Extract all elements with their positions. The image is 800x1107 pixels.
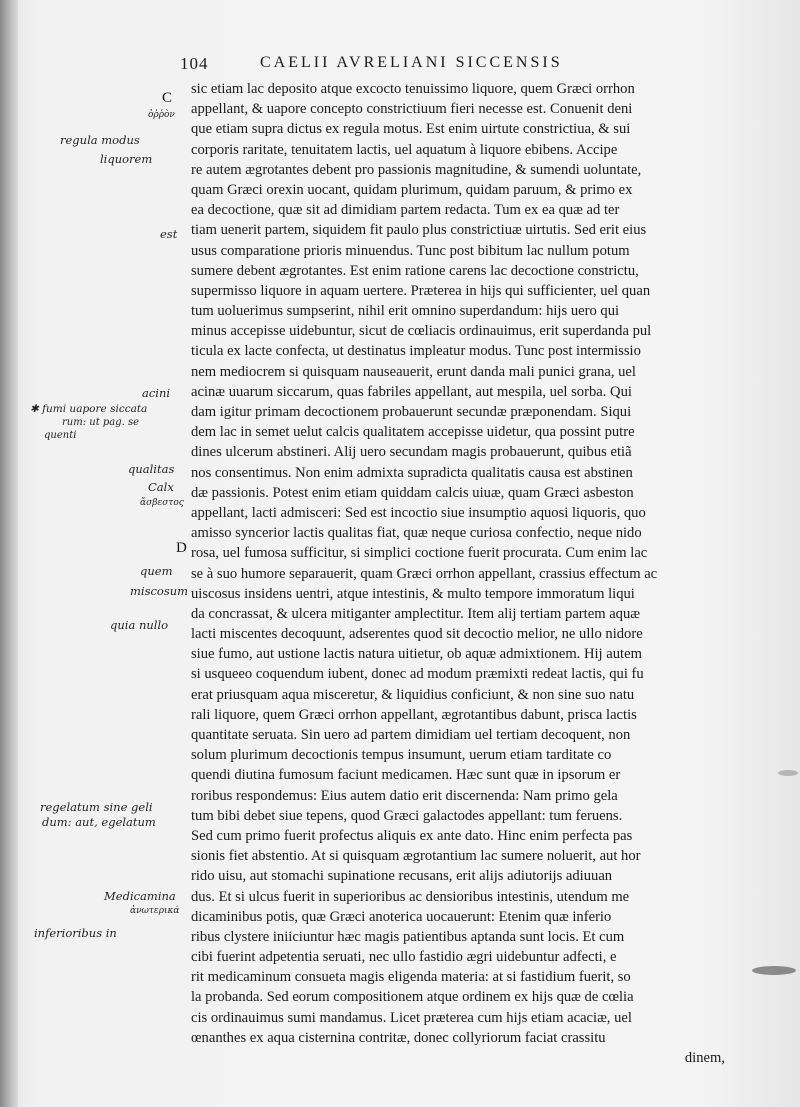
margin-note-qualitas: qualitas (128, 462, 175, 476)
text-line: corporis raritate, tenuitatem lactis, uel aquatum à liquore ebibens. Accipe (191, 141, 618, 158)
margin-note-calx: Calx (148, 480, 174, 494)
text-line: quantitate seruata. Sin uero ad partem dimidiam uel tertiam decoquent, non (191, 727, 631, 743)
text-line: rosa, uel fumosa sufficitur, si simplici coctione fuerit procurata. Cum enim lac (191, 545, 648, 562)
text-line: erat priusquam aqua misceretur, & liquidius conficiunt, & non sine suo natu (191, 686, 635, 703)
margin-note-quia-nullo: quia nullo (110, 618, 169, 632)
margin-greek-anoterica: ἀνωτερικά (130, 906, 180, 916)
text-line: dæ passionis. Potest enim etiam quiddam calcis uiuæ, quam Græci asbeston (191, 484, 634, 501)
text-line: se à suo humore separauerit, quam Græci orrhon appellant, crassius effectum ac (191, 565, 658, 582)
margin-note-liquorem: liquorem (100, 152, 153, 166)
text-line: quam Græci orexin uocant, quidam plurimum, quidam paruum, & primo ex (191, 181, 633, 198)
text-line: cibi fuerint adpetentia seruati, nec ullo fastidio ægri uidebuntur adfecti, e (191, 949, 617, 966)
text-line: cis ordinauimus sumi mandamus. Licet præterea cum hijs etiam acaciæ, uel (191, 1009, 632, 1026)
text-line: siue fumo, aut ustione lactis natura uitietur, ob aquæ admixtionem. Hij autem (191, 646, 642, 663)
margin-greek-asbestos: ἄσβεστος (140, 498, 184, 508)
text-line: roribus respondemus: Eius autem datio erit discernenda: Nam primo gela (191, 787, 618, 804)
text-line: usus comparatione prioris minuendus. Tunc post bibitum lac nullum potum (191, 242, 630, 259)
text-line: tum bibi debet siue tepens, quod Græci galactodes appellant: tum feruens. (191, 807, 623, 824)
margin-note-rum-ut-pag: rum: ut pag. se (62, 417, 140, 428)
text-line: sumere debent ægrotantes. Est enim ratione carens lac decoctione constrictu, (191, 262, 639, 279)
margin-note-dum-aut: dum: aut, egelatum (42, 815, 156, 829)
text-line: dines ulcerum abstineri. Alij uero secundam magis probauerunt, quibus etiã (191, 444, 632, 461)
margin-note-est: est (160, 227, 178, 241)
margin-note-regelatum: regelatum sine geli (40, 800, 153, 814)
text-line: si usqueeo coquendum iubent, donec ad modum præmixti redeat lactis, qui fu (191, 666, 644, 683)
margin-note-quem: quem (140, 564, 173, 578)
margin-greek-orrhon: ὀῤῥὸν (148, 110, 175, 120)
margin-note-acini: acini (142, 386, 171, 400)
main-text-block (191, 79, 751, 1068)
margin-note-regula-modus: regula modus (60, 133, 140, 147)
text-line: Sed cum primo fuerit profectus aliquis ex ante dato. Hinc enim perfecta pas (191, 827, 633, 844)
text-line: lacti miscentes decoquunt, adserentes quod sit decoctio melior, ne ullo nidore (191, 626, 643, 643)
text-line: quendi diutina fumosum faciunt medicamen. Hæc sunt quæ in ipsorum er (191, 767, 621, 784)
ink-smudge (778, 770, 798, 776)
text-line: appellant, & uapore concepto constrictiuum fieri necesse est. Conuenit deni (191, 101, 633, 118)
text-line: dus. Et si ulcus fuerit in superioribus ac densioribus intestinis, utendum me (191, 888, 630, 905)
text-line: ea decoctione, quæ sit ad dimidiam partem redacta. Tum ex ea quæ ad ter (191, 202, 620, 219)
page-header (180, 54, 680, 80)
text-line: rali liquore, quem Græci orrhon appellant, ægrotantibus dabunt, prisca lactis (191, 706, 637, 723)
text-line: solum plurimum decoctionis tempus insumunt, uerum etiam tarditate co (191, 747, 612, 764)
text-line: nem mediocrem si quisquam nauseauerit, erunt danda mali punici grana, uel (191, 363, 636, 380)
text-line: dicaminibus potis, quæ Græci anoterica uocauerunt: Etenim quæ inferio (191, 908, 612, 925)
text-line: ribus clystere iniiciuntur hæc magis patientibus aptanda sunt locis. Et cum (191, 928, 625, 945)
text-line: appellant, lacti admisceri: Sed est incoctio siue insumptio aquosi liquoris, quo (191, 504, 646, 521)
text-line: amisso syncerior lactis qualitas fiat, quæ neque curiosa confectio, neque nido (191, 525, 642, 542)
text-line: la probanda. Sed eorum compositionem atque ordinem ex hijs quæ de cœlia (191, 989, 634, 1006)
text-line: uiscosus insidens uentri, atque intestinis, & multo tempore immoratum liqui (191, 585, 635, 602)
text-line: dinem, (684, 1050, 725, 1066)
text-line: acinæ uuarum siccarum, quas fabriles appellant, aut mespila, uel sorba. Qui (191, 383, 632, 400)
margin-letter-d: D (176, 540, 187, 556)
margin-letter-c: C (162, 90, 173, 106)
text-line: œnanthes ex aqua cisternina contritæ, donec collyriorum faciat crassitu (191, 1029, 606, 1046)
text-line: minus accepisse uidebuntur, sicut de cœliacis ordinauimus, erit superdanda pul (191, 323, 652, 340)
text-line: da concrassat, & ulcera mitiganter amplectitur. Item alij tertiam partem aquæ (191, 605, 640, 622)
page-number: 104 (180, 54, 209, 73)
text-line: que etiam supra dictus ex regula motus. Est enim uirtute constrictiua, & sui (191, 121, 631, 138)
text-line: sionis fiet abstentio. At si quisquam ægrotantium lac sumere noluerit, aut hor (191, 848, 641, 865)
text-line: re autem ægrotantes debent pro passionis magnitudine, & sumendi uoluntate, (191, 161, 642, 178)
text-line: sic etiam lac deposito atque excocto tenuissimo liquore, quem Græci orrhon (191, 81, 635, 97)
margin-note-fumi-uapore: ✱ fumi uapore siccata (30, 403, 148, 415)
text-line: rit medicaminum consueta magis eligenda materia: at si fastidium fuerit, so (191, 969, 631, 986)
margin-note-medicamina: Medicamina (104, 889, 176, 903)
text-line: supermisso liquore in aquam uertere. Præterea in hijs qui sufficienter, uel quan (191, 282, 651, 299)
margin-note-inferioribus: inferioribus in (34, 926, 117, 940)
ink-smudge (752, 966, 796, 975)
text-line: tiam uenerit partem, siquidem fit paulo plus constrictiuæ uirtutis. Sed erit eius (191, 222, 647, 239)
margin-note-miscosum: miscosum (130, 584, 189, 598)
text-line: dem lac in semet uelut calcis qualitatem accepisse uidetur, qua possint putre (191, 424, 635, 441)
margin-note-quenti: quenti (44, 430, 77, 441)
text-line: tum uoluerimus sumpserint, nihil erit omnino superdandum: hijs uero qui (191, 303, 620, 320)
text-line: ticula ex lacte confecta, ut destinatus impleatur modus. Tunc post intermissio (191, 343, 641, 360)
text-line: dam igitur primam decoctionem probauerunt secundæ præponendam. Siqui (191, 404, 632, 420)
book-gutter (0, 0, 18, 1107)
text-line: rido uisu, aut stomachi supinatione recusans, erit alijs adiutorijs adiuuan (191, 868, 613, 885)
text-line: nos consentimus. Non enim admixta supradicta qualitatis causa est abstinen (191, 464, 633, 481)
running-title: CAELII AVRELIANI SICCENSIS (260, 54, 563, 71)
